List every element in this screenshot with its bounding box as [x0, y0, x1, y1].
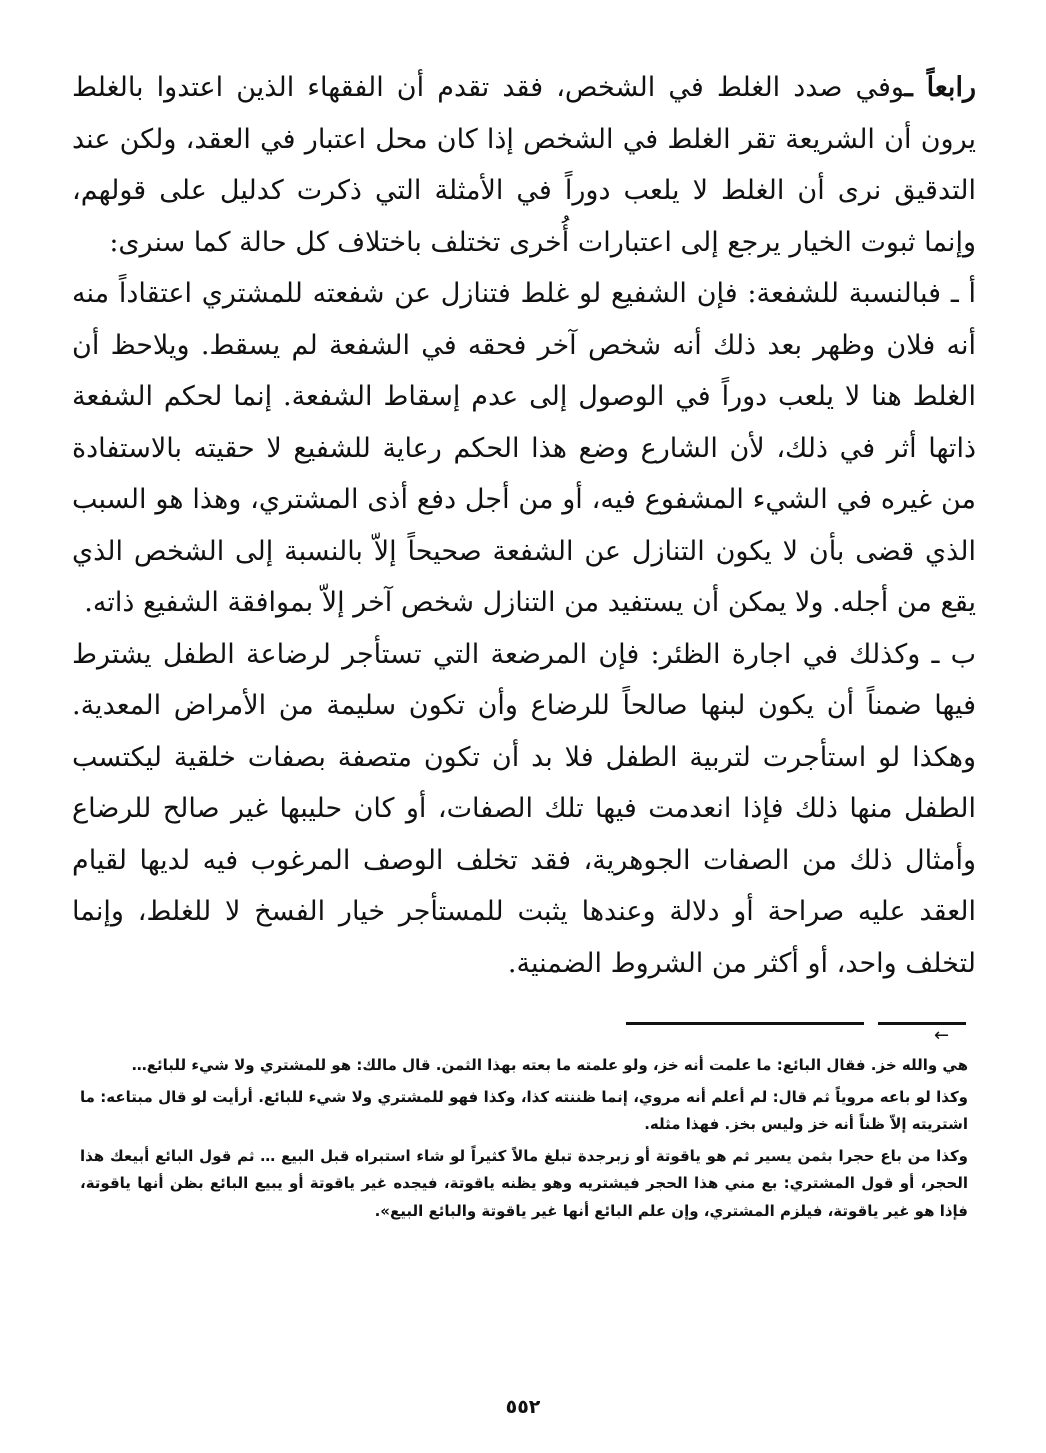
footnote-paragraph: وكذا لو باعه مروياً ثم قال: لم أعلم أنه مروي، إنما ظننته كذا، وكذا فهو للمشتري ولا شيء للبائع. أرأيت لو قال مبتاعه: ما اشتريته إلاّ ظناً أنه خز وليس بخز. فهذا مثله.	[80, 1087, 968, 1133]
main-body-text	[72, 62, 976, 989]
intro-text: وفي صدد الغلط في الشخص، فقد تقدم أن الفقهاء الذين اعتدوا بالغلط يرون أن الشريعة تقر الغلط في الشخص إذا كان محل اعتبار في العقد، ولكن عند التدقيق نرى أن الغلط لا يلعب دوراً في الأمثلة التي ذكرت كدليل على قولهم، وإنما ثبوت الخيار يرجع إلى اعتبارات أُخرى تختلف باختلاف كل حالة كما سنرى:	[72, 72, 976, 258]
paragraph-item-b: ب ـ وكذلك في اجارة الظئر: فإن المرضعة التي تستأجر لرضاعة الطفل يشترط فيها ضمناً أن يكون لبنها صالحاً للرضاع وأن تكون سليمة من الأمراض المعدية. وهكذا لو استأجرت لتربية الطفل فلا بد أن تكون متصفة بصفات خلقية ليكتسب الطفل منها ذلك فإذا انعدمت فيها تلك الصفات، أو كان حليبها غير صالح للرضاع وأمثال ذلك من الصفات الجوهرية، فقد تخلف الوصف المرغوب فيه لديها لقيام العقد عليه صراحة أو دلالة وعندها يثبت للمستأجر خيار الفسخ لا للغلط، وإنما لتخلف واحد، أو أكثر من الشروط الضمنية.	[72, 638, 976, 979]
footnote-paragraph: هي والله خز. فقال البائع: ما علمت أنه خز، ولو علمته ما بعته بهذا الثمن. قال مالك: هو للمشتري ولا شيء للبائع…	[131, 1056, 968, 1074]
footnote-separator-short	[878, 1022, 966, 1025]
footnotes-section	[80, 1052, 968, 1229]
footnote-paragraph: وكذا من باع حجرا بثمن يسير ثم هو ياقوتة أو زبرجدة تبلغ مالاً كثيراً لو شاء استبراه قبل البيع … ثم قول البائع أبيعك هذا الحجر، أو قول المشتري: بع مني هذا الحجر فيشتريه وهو يظنه ياقوتة، فيجده غير ياقوتة أو يبيع البائع بظن أنها ياقوتة، فإذا هو غير ياقوتة، فيلزم المشتري، وإن علم البائع أنها غير ياقوتة والبائع البيع».	[80, 1146, 968, 1220]
paragraph-item-a: أ ـ فبالنسبة للشفعة: فإن الشفيع لو غلط فتنازل عن شفعته للمشتري اعتقاداً منه أنه فلان وظهر بعد ذلك أنه شخص آخر فحقه في الشفعة لم يسقط. ويلاحظ أن الغلط هنا لا يلعب دوراً في الوصول إلى عدم إسقاط الشفعة. إنما لحكم الشفعة ذاتها أثر في ذلك، لأن الشارع وضع هذا الحكم رعاية للشفيع لا حقيته بالاستفادة من غيره في الشيء المشفوع فيه، أو من أجل دفع أذى المشتري، وهذا هو السبب الذي قضى بأن لا يكون التنازل عن الشفعة صحيحاً إلاّ بالنسبة إلى الشخص الذي يقع من أجله. ولا يمكن أن يستفيد من التنازل شخص آخر إلاّ بموافقة الشفيع ذاته.	[72, 278, 976, 618]
continuation-arrow-icon: ←	[934, 1025, 950, 1046]
page-number: ٥٥٢	[505, 1396, 541, 1418]
intro-paragraph	[72, 62, 976, 268]
footnote-separator-long	[626, 1022, 864, 1025]
section-lead: رابعاً ـ	[904, 72, 976, 103]
